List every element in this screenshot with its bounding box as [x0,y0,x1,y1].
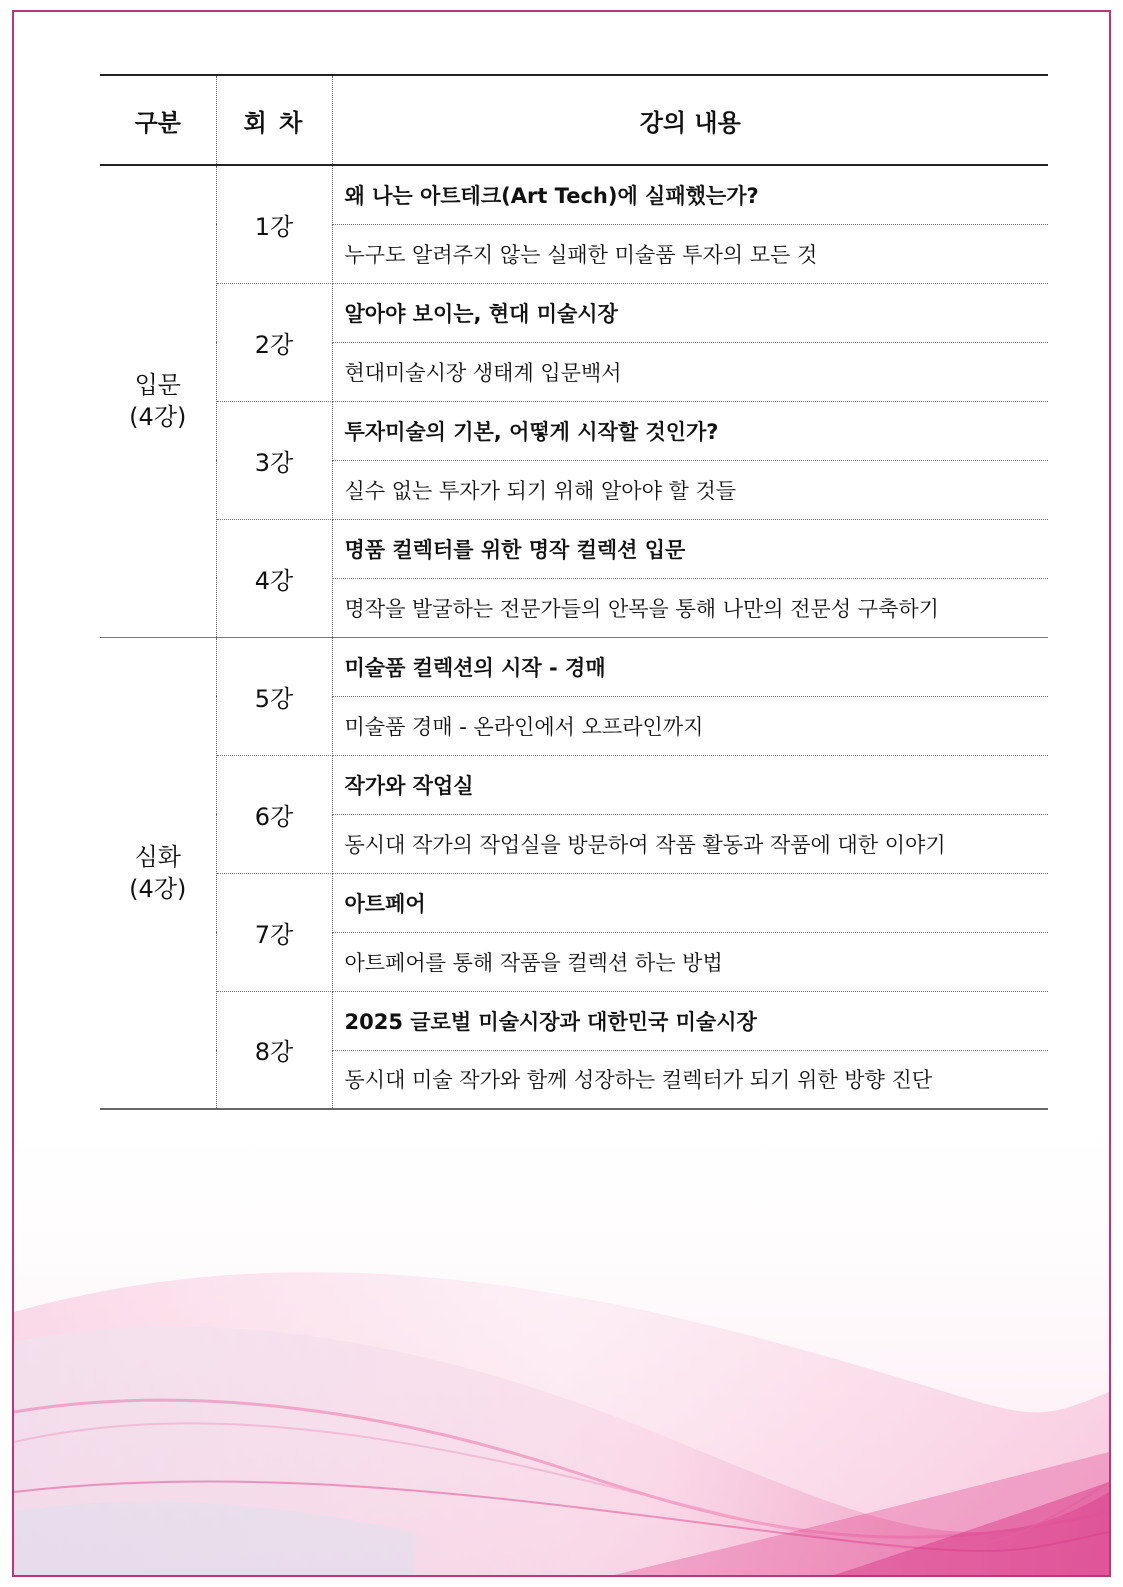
lecture-description: 실수 없는 투자가 되기 위해 알아야 할 것들 [332,460,1048,519]
session-number: 8강 [216,991,332,1109]
level-count: (4강) [129,874,187,903]
lecture-title: 투자미술의 기본, 어떻게 시작할 것인가? [332,401,1048,460]
session-number: 3강 [216,401,332,519]
session-number: 4강 [216,519,332,637]
lecture-description: 누구도 알려주지 않는 실패한 미술품 투자의 모든 것 [332,224,1048,283]
table-row [100,991,1048,1050]
lecture-title: 명품 컬렉터를 위한 명작 컬렉션 입문 [332,519,1048,578]
table-row [100,165,1048,224]
lecture-title: 알아야 보이는, 현대 미술시장 [332,283,1048,342]
session-number: 5강 [216,637,332,755]
level-count: (4강) [129,403,187,432]
lecture-title: 미술품 컬렉션의 시작 - 경매 [332,637,1048,696]
lecture-description: 미술품 경매 - 온라인에서 오프라인까지 [332,696,1048,755]
session-number: 1강 [216,165,332,283]
table-header-row [100,75,1048,165]
level-cell-intro [100,165,216,637]
lecture-title: 왜 나는 아트테크(Art Tech)에 실패했는가? [332,165,1048,224]
header-category: 구분 [100,75,216,165]
level-cell-advanced [100,637,216,1109]
session-number: 2강 [216,283,332,401]
lecture-description: 현대미술시장 생태계 입문백서 [332,342,1048,401]
lecture-title: 2025 글로벌 미술시장과 대한민국 미술시장 [332,991,1048,1050]
table-row [100,401,1048,460]
lecture-description: 동시대 작가의 작업실을 방문하여 작품 활동과 작품에 대한 이야기 [332,814,1048,873]
table-row [100,283,1048,342]
lecture-description: 동시대 미술 작가와 함께 성장하는 컬렉터가 되기 위한 방향 진단 [332,1050,1048,1109]
session-number: 7강 [216,873,332,991]
session-number: 6강 [216,755,332,873]
lecture-schedule-table [100,74,1048,1110]
level-name: 심화 [134,842,181,871]
lecture-description: 명작을 발굴하는 전문가들의 안목을 통해 나만의 전문성 구축하기 [332,578,1048,637]
table-row [100,873,1048,932]
table-row [100,755,1048,814]
header-session: 회 차 [216,75,332,165]
lecture-title: 작가와 작업실 [332,755,1048,814]
page-frame [12,10,1111,1577]
table-row [100,519,1048,578]
lecture-description: 아트페어를 통해 작품을 컬렉션 하는 방법 [332,932,1048,991]
table-row [100,637,1048,696]
level-name: 입문 [134,371,181,400]
lecture-title: 아트페어 [332,873,1048,932]
header-content: 강의 내용 [332,75,1048,165]
